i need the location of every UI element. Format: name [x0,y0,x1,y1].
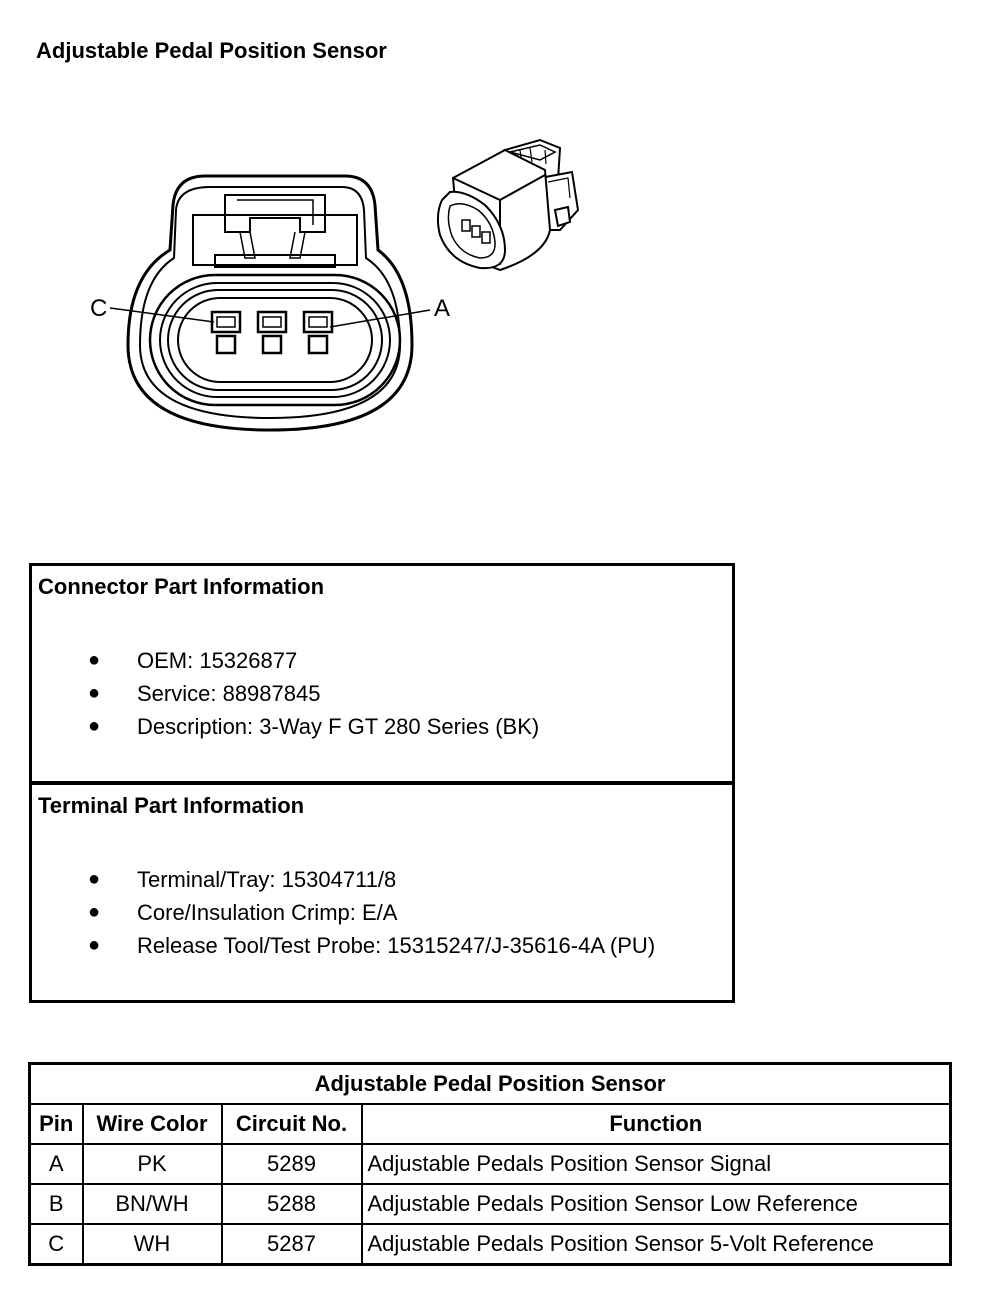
list-item [32,929,655,962]
pin-label-a: A [434,295,451,322]
cell-wire-color: BN/WH [83,1184,222,1224]
cell-pin: B [30,1184,83,1224]
list-item [32,677,539,710]
connector-info-description: Description: 3-Way F GT 280 Series (BK) [137,714,540,739]
connector-iso-drawing [438,140,578,270]
bullet-icon: ● [88,715,101,737]
cell-circuit-no: 5288 [222,1184,362,1224]
header-circuit-no: Circuit No. [222,1104,362,1144]
table-row [30,1224,951,1265]
pin-table [28,1062,952,1266]
list-item [32,896,655,929]
bullet-icon: ● [88,934,101,956]
list-item [32,644,539,677]
terminal-info-release-tool: Release Tool/Test Probe: 15315247/J-35616-4A (PU) [137,933,656,958]
connector-part-info-list [32,644,539,743]
bullet-icon: ● [88,901,101,923]
table-header-row [30,1104,951,1144]
terminal-part-info [29,782,735,1003]
list-item [32,863,655,896]
connector-part-info-heading: Connector Part Information [38,574,325,599]
header-function: Function [362,1104,951,1144]
cell-function: Adjustable Pedals Position Sensor 5-Volt Reference [362,1224,951,1265]
bullet-icon: ● [88,682,101,704]
table-row [30,1144,951,1184]
terminal-part-info-heading: Terminal Part Information [38,793,305,818]
page-title: Adjustable Pedal Position Sensor [36,38,387,63]
header-wire-color: Wire Color [83,1104,222,1144]
pin-table-caption: Adjustable Pedal Position Sensor [30,1064,951,1105]
connector-diagram [0,0,1008,520]
connector-part-info [29,563,735,784]
connector-info-service: Service: 88987845 [137,681,321,706]
terminal-part-info-list [32,863,655,962]
cell-wire-color: WH [83,1224,222,1265]
cell-pin: A [30,1144,83,1184]
cell-circuit-no: 5289 [222,1144,362,1184]
cell-circuit-no: 5287 [222,1224,362,1265]
bullet-icon: ● [88,868,101,890]
cell-function: Adjustable Pedals Position Sensor Low Reference [362,1184,951,1224]
cell-wire-color: PK [83,1144,222,1184]
header-pin: Pin [30,1104,83,1144]
bullet-icon: ● [88,649,101,671]
pin-label-c: C [90,295,108,322]
connector-face-drawing [110,176,430,430]
connector-info-oem: OEM: 15326877 [137,648,298,673]
cell-pin: C [30,1224,83,1265]
terminal-info-tray: Terminal/Tray: 15304711/8 [137,867,397,892]
table-caption-row [30,1064,951,1105]
terminal-info-crimp: Core/Insulation Crimp: E/A [137,900,398,925]
cell-function: Adjustable Pedals Position Sensor Signal [362,1144,951,1184]
table-row [30,1184,951,1224]
list-item [32,710,539,743]
